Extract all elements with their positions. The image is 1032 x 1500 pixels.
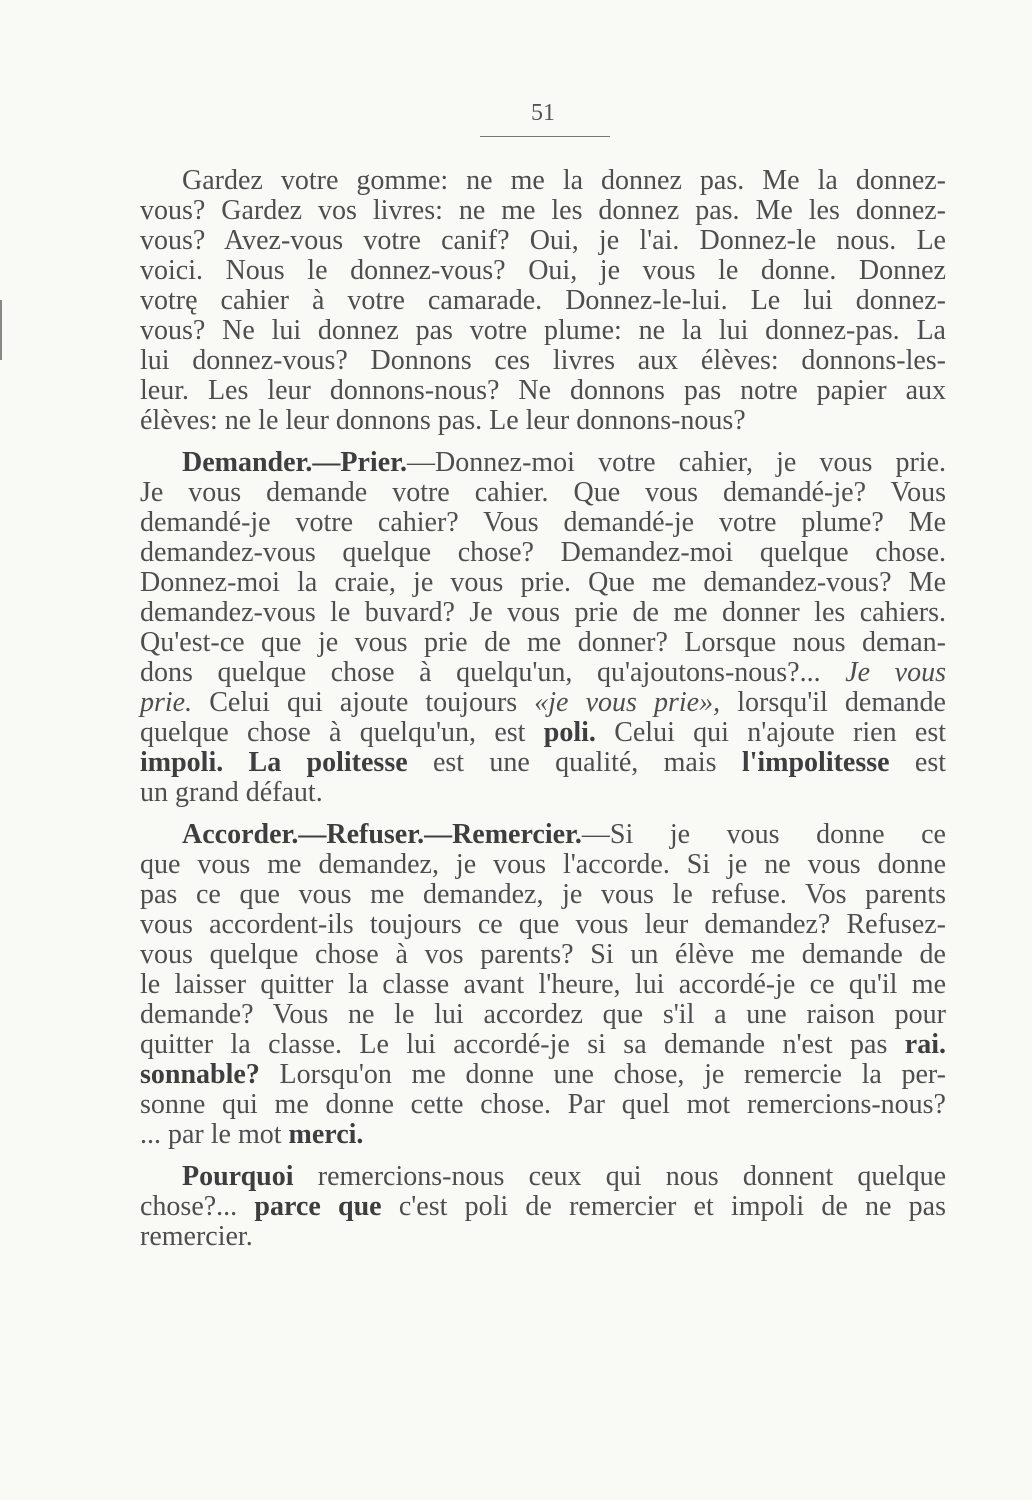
- text-segment: pas ce que vous me demandez, je vous le refuse. Vos parents: [140, 879, 946, 910]
- text-line: [140, 1090, 946, 1120]
- text-line: [140, 1060, 946, 1090]
- paragraph: [140, 166, 946, 436]
- text-line: [140, 1120, 946, 1150]
- text-line: [140, 508, 946, 538]
- bold-text: rai.: [904, 1029, 946, 1060]
- text-segment: Celui qui ajoute toujours: [192, 687, 535, 718]
- text-line: [140, 658, 946, 688]
- text-segment: ... par le mot: [140, 1119, 289, 1150]
- text-line: [140, 1192, 946, 1222]
- italic-text: Je vous: [845, 657, 946, 688]
- text-line: [140, 376, 946, 406]
- text-segment: demande? Vous ne le lui accordez que s'il a une raison pour: [140, 999, 946, 1030]
- text-segment: dons quelque chose à quelqu'un, qu'ajoutons-nous?...: [140, 657, 846, 688]
- text-segment: demandez-vous quelque chose? Demandez-moi quelque chose.: [140, 537, 946, 568]
- text-line: [140, 1030, 946, 1060]
- text-segment: voici. Nous le donnez-vous? Oui, je vous le donne. Donnez: [140, 255, 946, 286]
- bold-text: poli.: [543, 717, 596, 748]
- text-line: [140, 688, 946, 718]
- paragraph: [140, 448, 946, 808]
- text-segment: sonne qui me donne cette chose. Par quel mot remercions-nous?: [140, 1089, 946, 1120]
- text-segment: lui donnez-vous? Donnons ces livres aux élèves: donnons-les-: [140, 345, 946, 376]
- text-segment: quelque chose à quelqu'un, est: [140, 717, 544, 748]
- text-line: [140, 910, 946, 940]
- text-line: [140, 226, 946, 256]
- text-segment: votrę cahier à votre camarade. Donnez-le-lui. Le lui donnez-: [140, 285, 946, 316]
- text-line: [140, 1222, 946, 1252]
- text-line: [140, 568, 946, 598]
- paragraph: [140, 1162, 946, 1252]
- text-segment: —Donnez-moi votre cahier, je vous prie.: [407, 447, 946, 478]
- text-line: [140, 748, 946, 778]
- page-body: [140, 166, 946, 1264]
- text-segment: est une qualité, mais: [407, 747, 742, 778]
- text-line: [140, 286, 946, 316]
- text-segment: —Si je vous donne ce: [581, 819, 946, 850]
- bold-text: parce que: [254, 1191, 382, 1222]
- text-line: [140, 1162, 946, 1192]
- text-segment: chose?...: [140, 1191, 255, 1222]
- text-line: [140, 256, 946, 286]
- text-line: [140, 478, 946, 508]
- bold-text: l'impolitesse: [741, 747, 890, 778]
- bold-text: Pourquoi: [182, 1161, 294, 1192]
- text-segment: Je vous demande votre cahier. Que vous demandé-je? Vous: [140, 477, 946, 508]
- italic-text: «je vous prie»,: [534, 687, 721, 718]
- bold-text: Accorder.—Refuser.—Remercier.: [182, 819, 582, 850]
- text-segment: leur. Les leur donnons-nous? Ne donnons pas notre papier aux: [140, 375, 946, 406]
- text-line: [140, 970, 946, 1000]
- text-segment: vous accordent-ils toujours ce que vous leur demandez? Refusez-: [140, 909, 946, 940]
- text-line: [140, 718, 946, 748]
- text-line: [140, 598, 946, 628]
- text-segment: que vous me demandez, je vous l'accorde. Si je ne vous donne: [140, 849, 946, 880]
- text-segment: lorsqu'il demande: [720, 687, 946, 718]
- bold-text: sonnable?: [140, 1059, 260, 1090]
- text-line: [140, 850, 946, 880]
- page-number: 51: [531, 100, 555, 126]
- text-segment: Gardez votre gomme: ne me la donnez pas. Me la donnez-: [182, 165, 946, 196]
- binding-edge-mark: [0, 300, 2, 360]
- text-segment: vous? Avez-vous votre canif? Oui, je l'ai. Donnez-le nous. Le: [140, 225, 946, 256]
- text-segment: le laisser quitter la classe avant l'heure, lui accordé-je ce qu'il me: [140, 969, 946, 1000]
- text-line: [140, 628, 946, 658]
- paragraph: [140, 820, 946, 1150]
- text-line: [140, 820, 946, 850]
- text-segment: demandez-vous le buvard? Je vous prie de me donner les cahiers.: [140, 597, 946, 628]
- text-segment: quitter la classe. Le lui accordé-je si sa demande n'est pas: [140, 1029, 905, 1060]
- text-line: [140, 880, 946, 910]
- text-segment: remercier.: [140, 1221, 253, 1252]
- text-segment: demandé-je votre cahier? Vous demandé-je votre plume? Me: [140, 507, 946, 538]
- text-line: [140, 940, 946, 970]
- text-segment: Lorsqu'on me donne une chose, je remercie la per-: [259, 1059, 946, 1090]
- text-segment: Qu'est-ce que je vous prie de me donner? Lorsque nous deman-: [140, 627, 946, 658]
- text-segment: un grand défaut.: [140, 777, 323, 808]
- text-line: [140, 1000, 946, 1030]
- italic-text: prie.: [140, 687, 193, 718]
- bold-text: Demander.—Prier.: [182, 447, 407, 478]
- text-segment: c'est poli de remercier et impoli de ne pas: [381, 1191, 946, 1222]
- text-segment: Celui qui n'ajoute rien est: [595, 717, 946, 748]
- text-line: [140, 316, 946, 346]
- bold-text: impoli. La politesse: [140, 747, 408, 778]
- text-segment: élèves: ne le leur donnons pas. Le leur donnons-nous?: [140, 405, 746, 436]
- text-line: [140, 448, 946, 478]
- text-segment: vous quelque chose à vos parents? Si un élève me demande de: [140, 939, 946, 970]
- text-line: [140, 406, 946, 436]
- text-line: [140, 166, 946, 196]
- text-segment: vous? Ne lui donnez pas votre plume: ne la lui donnez-pas. La: [140, 315, 946, 346]
- text-line: [140, 538, 946, 568]
- text-line: [140, 778, 946, 808]
- text-line: [140, 196, 946, 226]
- text-segment: vous? Gardez vos livres: ne me les donnez pas. Me les donnez-: [140, 195, 946, 226]
- bold-text: merci.: [288, 1119, 364, 1150]
- header-rule: [480, 136, 610, 137]
- text-segment: Donnez-moi la craie, je vous prie. Que me demandez-vous? Me: [140, 567, 946, 598]
- text-segment: est: [889, 747, 946, 778]
- text-line: [140, 346, 946, 376]
- text-segment: remercions-nous ceux qui nous donnent quelque: [293, 1161, 946, 1192]
